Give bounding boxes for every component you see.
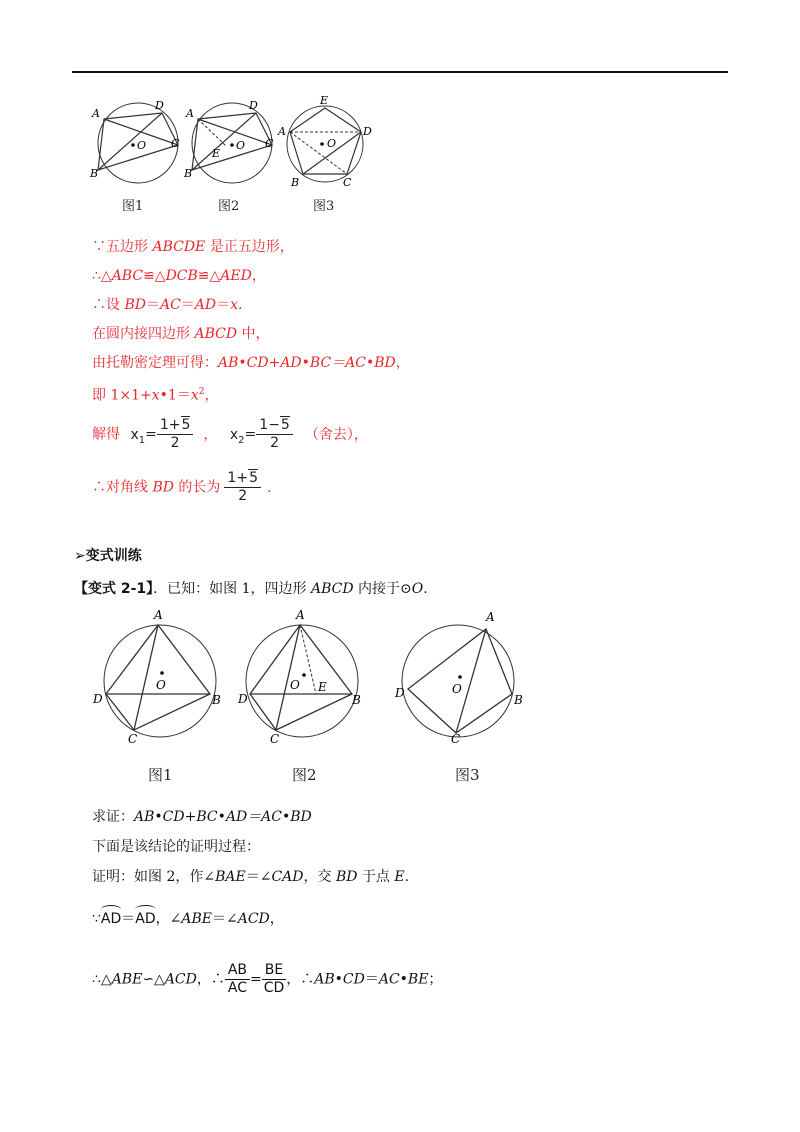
solution-line-4: 在圆内接四边形 ABCD 中，: [92, 326, 270, 342]
x2-fraction: $\frac{1-5}{2}$: [256, 417, 293, 452]
label-O: O: [452, 682, 462, 696]
label-E: E: [320, 94, 329, 107]
label-B: B: [184, 167, 193, 180]
top-figure-1: [88, 95, 188, 187]
proof-line-3: 证明：如图 2，作∠BAE＝∠CAD，交 BD 于点 E.: [92, 869, 410, 885]
arc-AD-2: AD: [135, 911, 156, 927]
label-C: C: [128, 732, 138, 745]
label-B: B: [212, 693, 221, 707]
mid-figure-1: [92, 605, 232, 745]
top-figure-2: [182, 95, 282, 187]
label-A: A: [296, 608, 305, 622]
label-O: O: [156, 678, 166, 692]
solution-line-2: ∴△ABC≌△DCB≌△AED，: [92, 268, 266, 284]
solution-line-7: 解得 $x_1=$ $\frac{1+5}{2}$ ， $x_2=$ $\frac{1-5}{2}$ （舍去），: [92, 417, 368, 451]
label-E: E: [318, 680, 327, 694]
solution-line-1: ∵五边形 ABCDE 是正五边形，: [92, 239, 294, 255]
arc-AD-1: AD: [100, 911, 122, 927]
label-A: A: [154, 608, 163, 622]
label-O: O: [327, 137, 337, 150]
solution-line-3: ∴设 BD＝AC＝AD＝x.: [92, 297, 243, 313]
proof-line-5: ∴△ABE∽△ACD，∴ $\frac{AB}{AC}$ = $\frac{BE}{CD}$ ，∴AB•CD＝AC•BE；: [92, 962, 443, 996]
variant-statement: 【变式 2-1】．已知：如图 1，四边形 ABCD 内接于⊙O.: [74, 581, 428, 597]
label-O: O: [236, 139, 246, 152]
label-A: A: [186, 107, 194, 120]
top-fig1-caption: 图1: [122, 199, 144, 214]
solution-line-6: 即 $1\times 1+x•1=x^2$，: [92, 387, 219, 404]
label-B: B: [291, 176, 300, 188]
mid-fig2-caption: 图2: [292, 766, 317, 784]
label-A: A: [92, 107, 100, 120]
top-figure-3: [275, 92, 380, 188]
solution-line-8: ∴对角线 BD 的长为 $\frac{1+5}{2}$ .: [92, 470, 272, 504]
mid-figure-3: [392, 605, 532, 745]
proof-line-2: 下面是该结论的证明过程：: [92, 839, 260, 855]
label-C: C: [265, 137, 274, 150]
mid-figure-2: [236, 605, 376, 745]
label-O: O: [137, 139, 147, 152]
label-C: C: [451, 732, 461, 745]
mid-fig1-caption: 图1: [148, 766, 173, 784]
header-rule: [72, 71, 728, 73]
bd-fraction: $\frac{1+5}{2}$: [224, 470, 261, 505]
label-B: B: [514, 693, 523, 707]
label-D: D: [155, 99, 164, 112]
top-fig2-caption: 图2: [218, 199, 240, 214]
x1-fraction: $\frac{1+5}{2}$: [157, 417, 194, 452]
label-D: D: [238, 692, 248, 706]
label-C: C: [343, 176, 352, 188]
label-B: B: [352, 693, 361, 707]
mid-fig3-caption: 图3: [455, 766, 480, 784]
proof-line-1: 求证：AB•CD+BC•AD＝AC•BD: [92, 809, 312, 825]
label-A: A: [486, 610, 495, 624]
label-C: C: [171, 137, 180, 150]
top-fig3-caption: 图3: [313, 199, 335, 214]
proof-line-4: ∵AD＝AD，∠ABE＝∠ACD，: [92, 911, 284, 927]
solution-line-5: 由托勒密定理可得：AB•CD+AD•BC＝AC•BD，: [92, 355, 410, 371]
ratio-AB-AC: $\frac{AB}{AC}$: [225, 962, 250, 997]
label-C: C: [270, 732, 280, 745]
label-D: D: [363, 125, 372, 138]
label-B: B: [90, 167, 99, 180]
label-E: E: [212, 147, 221, 160]
ratio-BE-CD: $\frac{BE}{CD}$: [263, 962, 285, 996]
label-D: D: [395, 686, 405, 700]
label-D: D: [249, 99, 258, 112]
section-title: ➢变式训练: [74, 548, 142, 564]
label-A: A: [278, 125, 286, 138]
label-D: D: [93, 692, 103, 706]
label-O: O: [290, 678, 300, 692]
